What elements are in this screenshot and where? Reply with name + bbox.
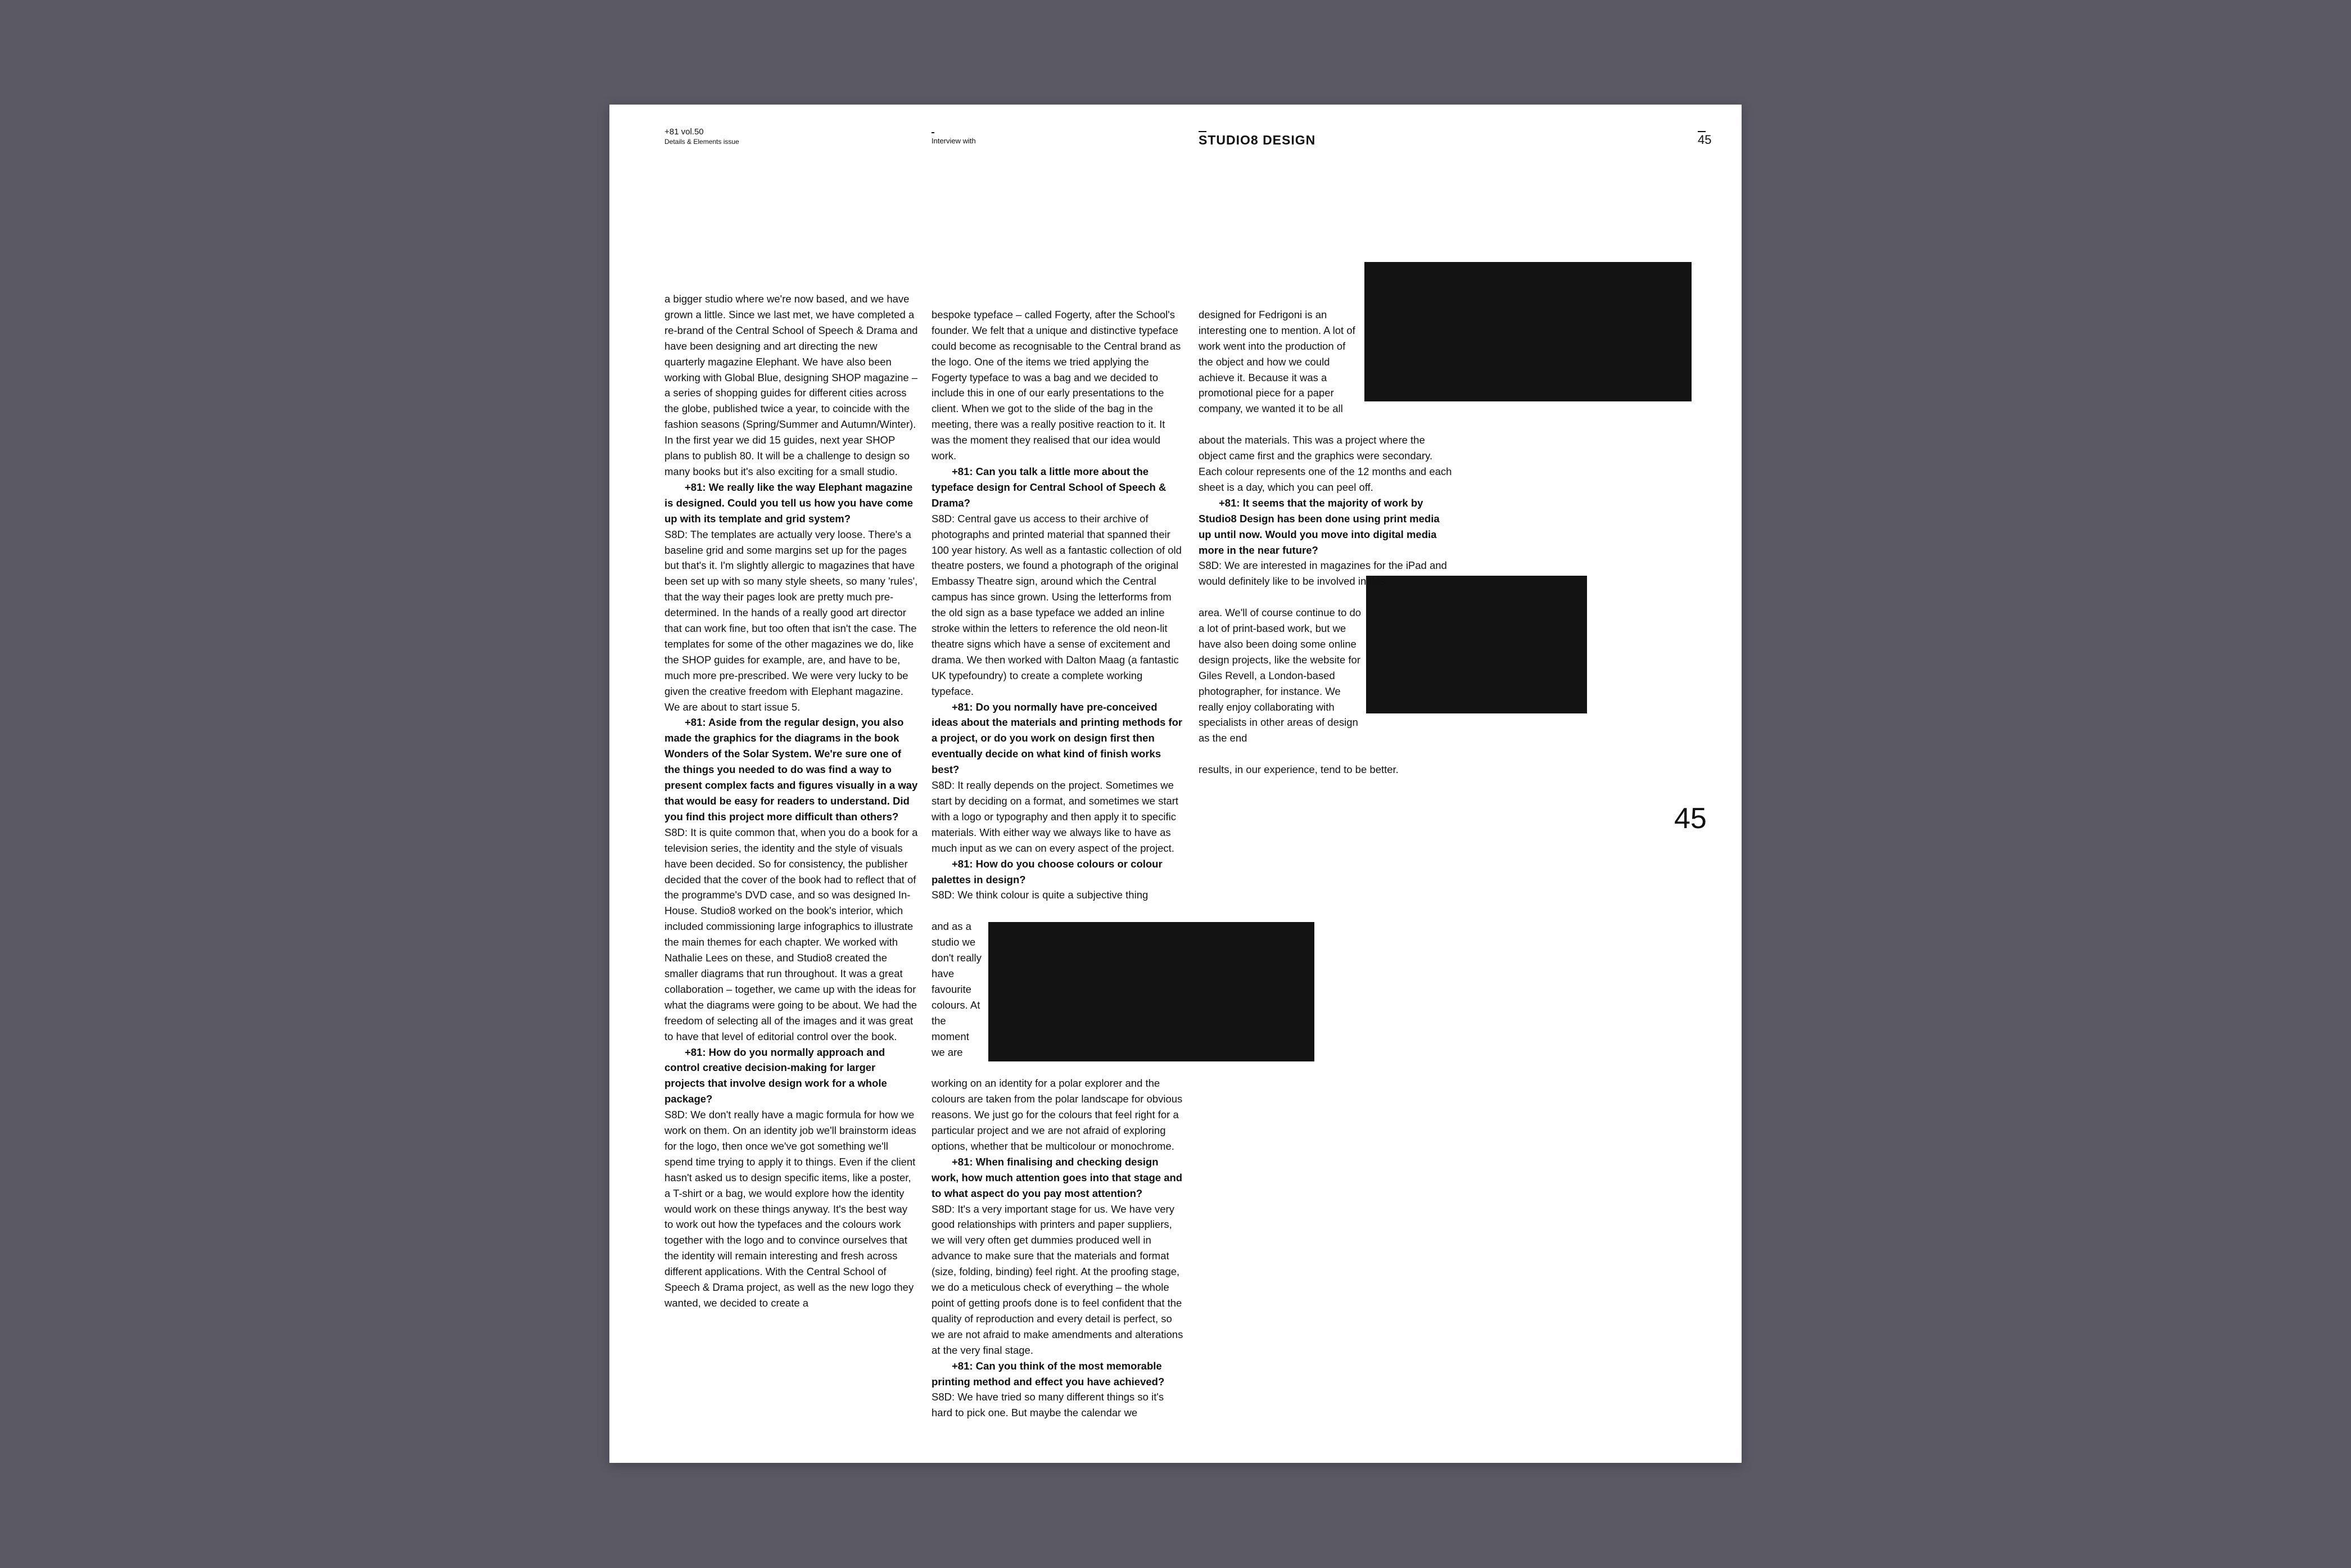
interview-question: +81: When finalising and checking design work, how much attention goes into that stage and to what aspect do you pay most attention?	[932, 1155, 1183, 1199]
interview-question: +81: Can you talk a little more about the typeface design for Central School of Speech & Drama?	[932, 465, 1167, 509]
issue-info	[664, 127, 739, 146]
narrow-paragraph-beside-image: and as a studio we don't really have favourite colours. At the moment we are	[932, 920, 982, 1058]
interview-answer: S8D: The templates are actually very loose. There's a baseline grid and some margins set up for the pages but that's it. I'm slightly allergic to magazines that have been set up with so many style sheets, so many 'rules', that the way their pages look are pretty much pre-determined. In the hands of a really good art director that can work fine, but too often that isn't the case. The templates for some of the other magazines we do, like the SHOP guides for example, are, and have to be, much more pre-prescribed. We were very lucky to be given the creative freedom with Elephant magazine. We are about to start issue 5.	[664, 528, 918, 713]
magazine-page	[609, 105, 1742, 1463]
text-column-2	[932, 291, 1186, 1436]
interview-question: +81: It seems that the majority of work by Studio8 Design has been done using print media up until now. Would you move into digital media more in the near future?	[1199, 496, 1440, 556]
brand-tick	[1199, 131, 1206, 132]
interview-question: +81: We really like the way Elephant magazine is designed. Could you tell us how you have come up with its template and grid system?	[664, 481, 914, 525]
interview-answer: S8D: We think colour is quite a subjective thing	[932, 889, 1149, 901]
interview-question: +81: Aside from the regular design, you also made the graphics for the diagrams in the book Wonders of the Solar System. We're sure one of the things you needed to do was find a way to present complex facts and figures visually in a way that would be easy for readers to understand. Did you find this project more difficult than others?	[664, 716, 918, 823]
interview-answer: S8D: We are interested in magazines for the iPad and would definitely like to be involved in this	[1199, 559, 1447, 588]
text-column-3	[1199, 291, 1453, 793]
issue-subtitle: Details & Elements issue	[664, 138, 739, 146]
interview-answer: S8D: It's a very important stage for us. We have very good relationships with printers and paper suppliers, we will very often get dummies produced well in advance to make sure that the materials and format (size, folding, binding) feel right. At the proofing stage, we do a meticulous check of everything – the whole point of getting proofs done is to feel confident that the quality of reproduction and every detail is perfect, so we are not afraid to make amendments and alterations at the very final stage.	[932, 1203, 1183, 1356]
interview-answer: about the materials. This was a project where the object came first and the graphics were secondary. Each colour represents one of the 12 months and each sheet is a day, which you can peel off.	[1199, 434, 1452, 493]
interview-answer: S8D: We have tried so many different things so it's hard to pick one. But maybe the calendar we	[932, 1391, 1164, 1419]
section-tick	[932, 132, 934, 133]
page-number: 45	[1698, 133, 1712, 147]
interview-answer: a bigger studio where we're now based, and we have grown a little. Since we last met, we have completed a re-brand of the Central School of Speech & Drama and have been designing and art directing the new quarterly magazine Elephant. We have also been working with Global Blue, designing SHOP magazine – a series of shopping guides for different cities across the globe, published twice a year, to coincide with the fashion seasons (Spring/Summer and Autumn/Winter). In the first year we did 15 guides, next year SHOP plans to publish 80. It will be a challenge to design so many books but it's also exciting for a small studio.	[664, 293, 918, 477]
issue-number: +81 vol.50	[664, 127, 704, 137]
interview-answer: S8D: Central gave us access to their archive of photographs and printed material that spanned their 100 year history. As well as a fantastic collection of old theatre posters, we found a photograph of the original Embassy Theatre sign, around which the Central campus has since grown. Using the letterforms from the old sign as a base typeface we added an inline stroke within the letters to reference the old neon-lit theatre signs which have a sense of excitement and drama. We then worked with Dalton Maag (a fantastic UK typefoundry) to create a complete working typeface.	[932, 512, 1182, 697]
interview-answer: bespoke typeface – called Fogerty, after the School's founder. We felt that a unique and distinctive typeface could become as recognisable to the Central brand as the logo. One of the items we tried applying the Fogerty typeface to was a bag and we decided to include this in one of our early presentations to the client. When we got to the slide of the bag in the meeting, there was a really positive reaction to it. It was the moment they realised that our idea would work.	[932, 308, 1181, 462]
large-page-number: 45	[1674, 802, 1707, 835]
text-column-1	[664, 291, 919, 1311]
interview-question: +81: How do you choose colours or colour palettes in design?	[932, 857, 1163, 885]
interview-question: +81: Can you think of the most memorable printing method and effect you have achieved?	[932, 1359, 1165, 1388]
closing-paragraph: results, in our experience, tend to be better.	[1199, 763, 1399, 776]
interview-question: +81: How do you normally approach and control creative decision-making for larger projects that involve design work for a whole package?	[664, 1046, 887, 1105]
interview-question: +81: Do you normally have pre-conceived ideas about the materials and printing methods for a project, or do you work on design first then eventually decide on what kind of finish works best?	[932, 701, 1183, 776]
interview-answer: S8D: It is quite common that, when you do a book for a television series, the identity and the style of visuals have been decided. So for consistency, the publisher decided that the cover of the book had to reflect that of the programme's DVD case, and so was designed In-House. Studio8 worked on the book's interior, which included commissioning large infographics to illustrate the main themes for each chapter. We worked with Nathalie Lees on these, and Studio8 created the smaller diagrams that run throughout. It was a great collaboration – together, we came up with the ideas for what the diagrams were going to be about. We had the freedom of selecting all of the images and it was great to have that level of editorial control over the book.	[664, 826, 918, 1042]
page-number-tick	[1698, 131, 1706, 132]
interview-answer: S8D: It really depends on the project. Sometimes we start by deciding on a format, and sometimes we start with a logo or typography and then apply it to specific materials. With either way we always like to have as much input as we can on every aspect of the project.	[932, 779, 1179, 854]
interview-answer: S8D: We don't really have a magic formula for how we work on them. On an identity job we'll brainstorm ideas for the logo, then once we've got something we'll spend time trying to apply it to things. Even if the client hasn't asked us to design specific items, like a poster, a T-shirt or a bag, we would explore how the identity would work on these things anyway. It's the best way to work out how the typefaces and the colours work together with the logo and to convince ourselves that the identity will remain interesting and fresh across different applications. With the Central School of Speech & Drama project, as well as the new logo they wanted, we decided to create a	[664, 1109, 916, 1309]
section-label: Interview with	[932, 137, 976, 145]
narrow-paragraph-top: designed for Fedrigoni is an interesting one to mention. A lot of work went into the production of the object and how we could achieve it. Because it was a promotional piece for a paper company, we wanted it to be all	[1199, 308, 1355, 415]
narrow-paragraph-mid: area. We'll of course continue to do a lot of print-based work, but we have also been doing some online design projects, like the website for Giles Revell, a London-based photographer, for instance. We really enjoy collaborating with specialists in other areas of design as the end	[1199, 607, 1362, 744]
brand-name: STUDIO8 DESIGN	[1199, 133, 1316, 147]
interview-answer: working on an identity for a polar explorer and the colours are taken from the polar landscape for obvious reasons. We just go for the colours that feel right for a particular project and we are not afraid of exploring options, whether that be multicolour or monochrome.	[932, 1077, 1183, 1152]
